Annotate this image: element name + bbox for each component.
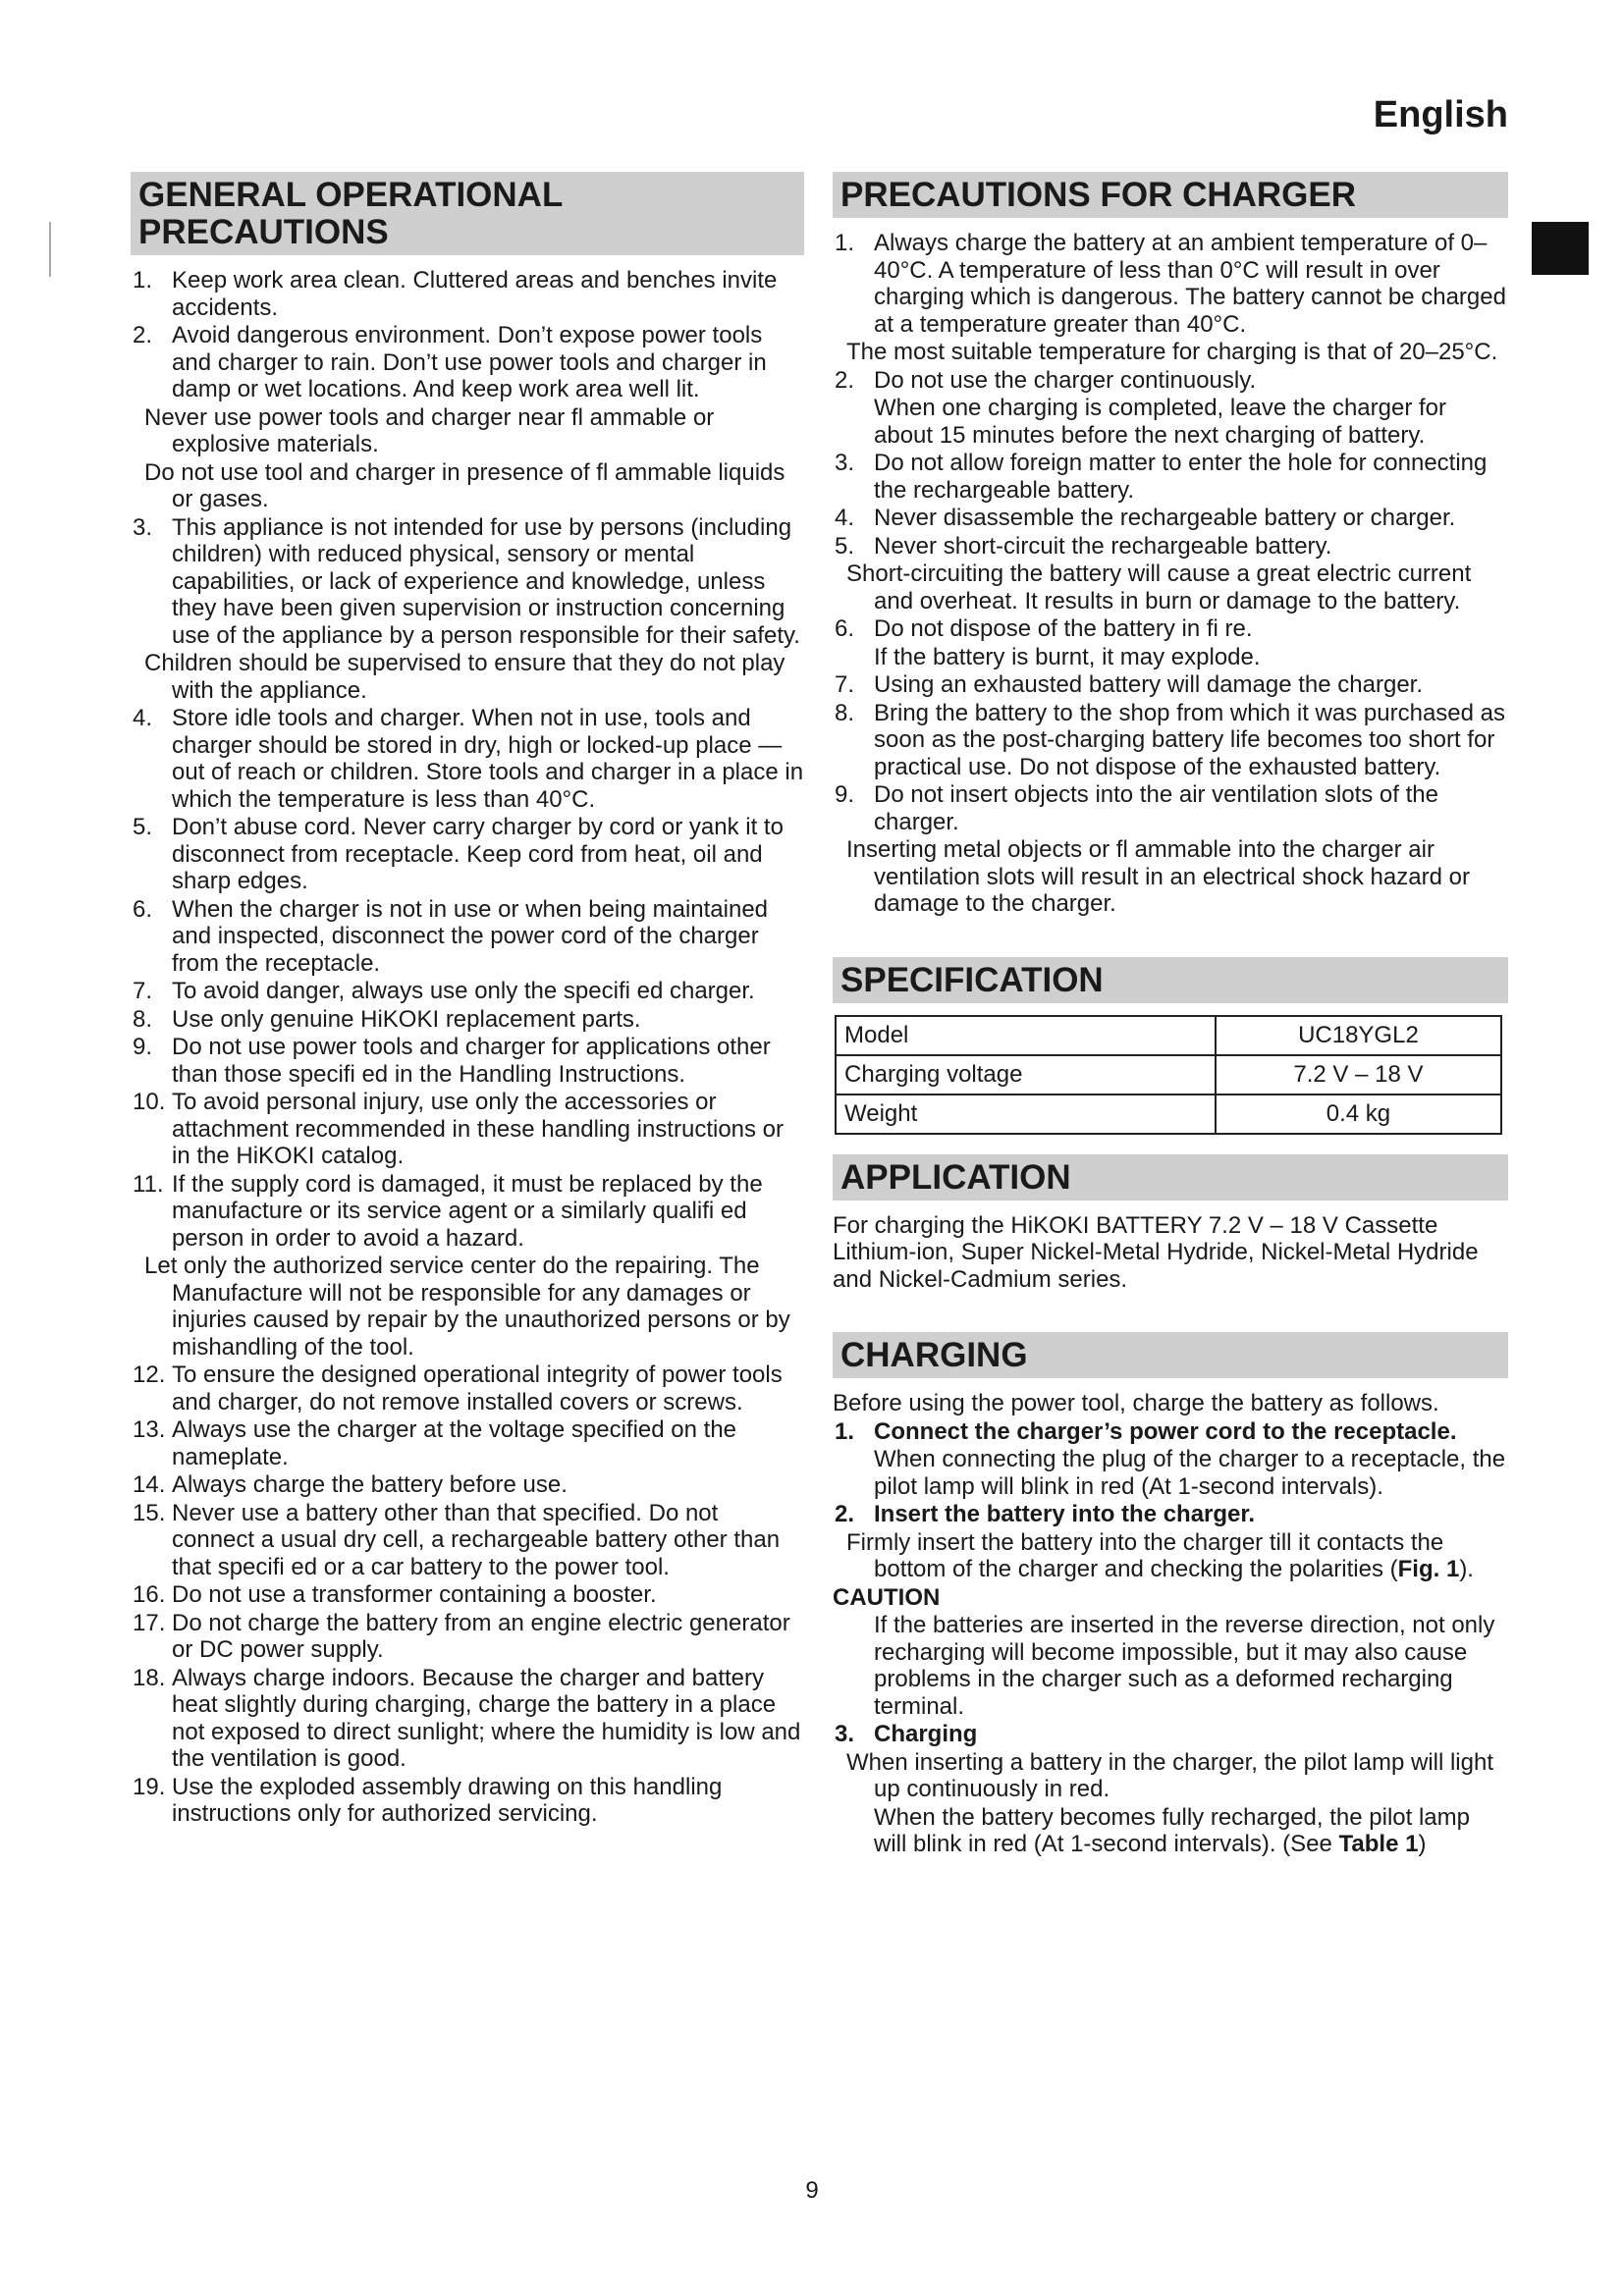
- item-number: 8.: [835, 699, 855, 726]
- spec-value: UC18YGL2: [1216, 1016, 1501, 1055]
- charger-precautions-list: [833, 230, 1508, 918]
- item-number: 17.: [133, 1609, 166, 1636]
- general-precautions-column: [131, 172, 804, 1829]
- item-text: When the charger is not in use or when being maintained and inspected, disconnect the power cord of the charger from the receptacle.: [172, 895, 769, 977]
- item-note: The most suitable temperature for charging is that of 20–25°C.: [846, 339, 1498, 365]
- item-number: 9.: [835, 781, 855, 808]
- item-number: 18.: [133, 1664, 166, 1691]
- item-text: Do not insert objects into the air ventilation slots of the charger.: [874, 781, 1438, 835]
- step-text-end: ): [1418, 1831, 1427, 1857]
- list-item: [833, 230, 1508, 338]
- list-item: [131, 1581, 804, 1609]
- item-number: 9.: [133, 1034, 153, 1060]
- list-item: [833, 615, 1508, 643]
- item-text: This appliance is not intended for use by persons (including children) with reduced physical, sensory or mental capabilities, or lack of experience and knowledge, unless they have been given supervision or instruction concerning use of the appliance by a person responsible for their safety.: [172, 513, 800, 649]
- item-number: 7.: [835, 671, 855, 698]
- item-note: Children should be supervised to ensure that they do not play with the appliance.: [144, 650, 785, 704]
- charging-step-3-title: [833, 1721, 1508, 1748]
- list-item: [131, 322, 804, 403]
- list-item: [131, 267, 804, 321]
- item-note: Never use power tools and charger near fl ammable or explosive materials.: [144, 403, 715, 457]
- step-number: 3.: [835, 1721, 855, 1747]
- list-item: [131, 1089, 804, 1170]
- item-text: Do not use the charger continuously.: [874, 366, 1257, 394]
- list-item: [131, 978, 804, 1005]
- general-precautions-title: GENERAL OPERATIONAL PRECAUTIONS: [131, 172, 804, 255]
- item-number: 2.: [133, 322, 153, 348]
- item-number: 5.: [835, 532, 855, 560]
- list-item: [131, 1362, 804, 1415]
- charging-step-1-text: When connecting the plug of the charger to a receptacle, the pilot lamp will blink in red (At 1-second intervals).: [874, 1446, 1506, 1500]
- list-item: [833, 700, 1508, 781]
- step-title: Connect the charger’s power cord to the receptacle.: [874, 1417, 1457, 1445]
- caution-text: If the batteries are inserted in the reverse direction, not only recharging will become impossible, but it may also cause problems in the charger such as a deformed recharging terminal.: [874, 1612, 1495, 1720]
- right-column: [833, 172, 1508, 1859]
- item-text: Always use the charger at the voltage specified on the nameplate.: [172, 1416, 737, 1470]
- item-text: To avoid personal injury, use only the accessories or attachment recommended in these handling instructions or in the HiKOKI catalog.: [172, 1089, 785, 1169]
- item-number: 1.: [835, 230, 855, 256]
- list-item: [131, 705, 804, 813]
- item-text: Always charge the battery before use.: [172, 1471, 568, 1498]
- language-tab-marker: [1532, 222, 1589, 275]
- list-item: [131, 1034, 804, 1088]
- item-text: Do not charge the battery from an engine electric generator or DC power supply.: [172, 1609, 790, 1663]
- list-item: [833, 367, 1508, 395]
- language-label: English: [1373, 94, 1508, 135]
- step-text: When the battery becomes fully recharged, the pilot lamp will blink in red (At 1-second intervals). (See: [874, 1803, 1470, 1857]
- item-text: Bring the battery to the shop from which it was purchased as soon as the post-charging battery life becomes too short for practical use. Do not dispose of the exhausted battery.: [874, 699, 1505, 780]
- list-item: [131, 896, 804, 978]
- item-number: 1.: [133, 267, 153, 294]
- item-number: 12.: [133, 1362, 166, 1388]
- application-text: For charging the HiKOKI BATTERY 7.2 V – 18 V Cassette Lithium-ion, Super Nickel-Metal Hydride, Nickel-Metal Hydride and Nickel-Cadmium series.: [833, 1211, 1479, 1293]
- list-item: [131, 1006, 804, 1034]
- item-text: Do not use power tools and charger for applications other than those specifi ed in the Handling Instructions.: [172, 1034, 771, 1088]
- charging-step-3-text-2: [833, 1804, 1508, 1858]
- item-text: Using an exhausted battery will damage the charger.: [874, 671, 1423, 698]
- specification-title: SPECIFICATION: [833, 957, 1508, 1003]
- item-text: Always charge the battery at an ambient temperature of 0–40°C. A temperature of less than 0°C will result in over charging which is dangerous. The battery cannot be charged at a temperature greater than 40°C.: [874, 230, 1506, 338]
- item-text: Use the exploded assembly drawing on this handling instructions only for authorized servicing.: [172, 1773, 723, 1827]
- charging-step-3-text-1: When inserting a battery in the charger, the pilot lamp will light up continuously in red.: [846, 1748, 1494, 1802]
- list-item: [131, 1774, 804, 1828]
- item-number: 2.: [835, 366, 855, 394]
- list-item: [833, 533, 1508, 561]
- item-text: Avoid dangerous environment. Don’t expose power tools and charger to rain. Don’t use power tools and charger in damp or wet locations. And keep work area well lit.: [172, 322, 767, 402]
- item-text: Do not allow foreign matter to enter the hole for connecting the rechargeable battery.: [874, 450, 1488, 504]
- spec-label: Model: [836, 1016, 1216, 1055]
- item-text: Never disassemble the rechargeable battery or charger.: [874, 505, 1456, 531]
- step-number: 2.: [835, 1501, 855, 1527]
- item-text: If the supply cord is damaged, it must be replaced by the manufacture or its service agent or a similarly qualifi ed person in order to avoid a hazard.: [172, 1170, 763, 1252]
- list-item: [131, 1471, 804, 1499]
- item-number: 3.: [133, 513, 153, 541]
- item-text: To avoid danger, always use only the specifi ed charger.: [172, 978, 755, 1004]
- item-note: Do not use tool and charger in presence of fl ammable liquids or gases.: [144, 458, 785, 512]
- margin-mark: [49, 222, 51, 277]
- item-number: 19.: [133, 1773, 166, 1800]
- list-item: [131, 1171, 804, 1253]
- item-text: Store idle tools and charger. When not in use, tools and charger should be stored in dry, high or locked-up place — out of reach or children. Store tools and charger in a place in which the temperature is less than 40°C.: [172, 705, 804, 813]
- list-item: [833, 505, 1508, 532]
- page-number: 9: [805, 2177, 819, 2204]
- item-number: 10.: [133, 1089, 166, 1115]
- list-item: [131, 1500, 804, 1581]
- list-item: [131, 1610, 804, 1664]
- item-subtext: When one charging is completed, leave the charger for about 15 minutes before the next charging of battery.: [874, 395, 1446, 449]
- table-row: [836, 1055, 1501, 1095]
- item-note: Let only the authorized service center do the repairing. The Manufacture will not be responsible for any damages or injuries caused by repair by the unauthorized persons or by mishandling of the tool.: [144, 1253, 790, 1361]
- item-text: To ensure the designed operational integrity of power tools and charger, do not remove installed covers or screws.: [172, 1362, 783, 1415]
- charging-step-1-title: [833, 1418, 1508, 1446]
- item-number: 4.: [835, 505, 855, 531]
- item-number: 11.: [133, 1170, 164, 1198]
- item-text: Do not dispose of the battery in fi re.: [874, 615, 1253, 642]
- step-title: Charging: [874, 1721, 978, 1747]
- item-number: 3.: [835, 450, 855, 476]
- general-precautions-list: [131, 267, 804, 1828]
- item-number: 13.: [133, 1416, 166, 1443]
- list-item: [833, 450, 1508, 504]
- caution-label: CAUTION: [833, 1583, 941, 1611]
- charging-step-2-text: [833, 1529, 1508, 1583]
- list-item: [131, 1665, 804, 1773]
- charging-intro: Before using the power tool, charge the battery as follows.: [833, 1390, 1439, 1416]
- item-text: Use only genuine HiKOKI replacement parts.: [172, 1005, 641, 1033]
- item-number: 6.: [835, 615, 855, 642]
- list-item: [131, 514, 804, 650]
- item-text: Don’t abuse cord. Never carry charger by cord or yank it to disconnect from receptacle. Keep cord from heat, oil and sharp edges.: [172, 814, 784, 894]
- specification-table: [835, 1015, 1502, 1135]
- item-number: 8.: [133, 1005, 153, 1033]
- spec-label: Weight: [836, 1095, 1216, 1134]
- item-number: 15.: [133, 1499, 166, 1526]
- figure-reference: Fig. 1: [1397, 1556, 1460, 1582]
- item-text: Do not use a transformer containing a booster.: [172, 1581, 657, 1608]
- list-item: [833, 781, 1508, 835]
- charging-title: CHARGING: [833, 1332, 1508, 1378]
- item-number: 5.: [133, 814, 153, 840]
- item-text: Never use a battery other than that specified. Do not connect a usual dry cell, a rechargeable battery other than that specifi ed or a car battery to the power tool.: [172, 1499, 781, 1580]
- step-text: Firmly insert the battery into the charger till it contacts the bottom of the charger and checking the polarities (: [846, 1528, 1444, 1582]
- list-item: [131, 814, 804, 895]
- item-number: 7.: [133, 978, 153, 1004]
- item-note: Inserting metal objects or fl ammable into the charger air ventilation slots will result in an electrical shock hazard or damage to the charger.: [846, 836, 1470, 917]
- list-item: [833, 671, 1508, 699]
- spec-label: Charging voltage: [836, 1055, 1216, 1095]
- item-number: 14.: [133, 1471, 166, 1498]
- charging-step-2-title: [833, 1501, 1508, 1528]
- list-item: [131, 1416, 804, 1470]
- table-reference: Table 1: [1338, 1831, 1419, 1857]
- item-number: 16.: [133, 1581, 166, 1608]
- item-text: Never short-circuit the rechargeable battery.: [874, 532, 1332, 560]
- step-title: Insert the battery into the charger.: [874, 1501, 1256, 1527]
- item-number: 4.: [133, 705, 153, 731]
- application-title: APPLICATION: [833, 1154, 1508, 1201]
- table-row: [836, 1095, 1501, 1134]
- step-number: 1.: [835, 1417, 855, 1445]
- step-text-end: ).: [1459, 1556, 1474, 1582]
- item-text: Always charge indoors. Because the charger and battery heat slightly during charging, charge the battery in a place not exposed to direct sunlight; where the humidity is low and the ventilation is good.: [172, 1664, 801, 1772]
- item-note: Short-circuiting the battery will cause a great electric current and overheat. It results in burn or damage to the battery.: [846, 561, 1472, 614]
- spec-value: 7.2 V – 18 V: [1216, 1055, 1501, 1095]
- item-subtext: If the battery is burnt, it may explode.: [874, 643, 1261, 670]
- charger-precautions-title: PRECAUTIONS FOR CHARGER: [833, 172, 1508, 218]
- item-number: 6.: [133, 895, 153, 923]
- table-row: [836, 1016, 1501, 1055]
- item-text: Keep work area clean. Cluttered areas and benches invite accidents.: [172, 267, 778, 321]
- spec-value: 0.4 kg: [1216, 1095, 1501, 1134]
